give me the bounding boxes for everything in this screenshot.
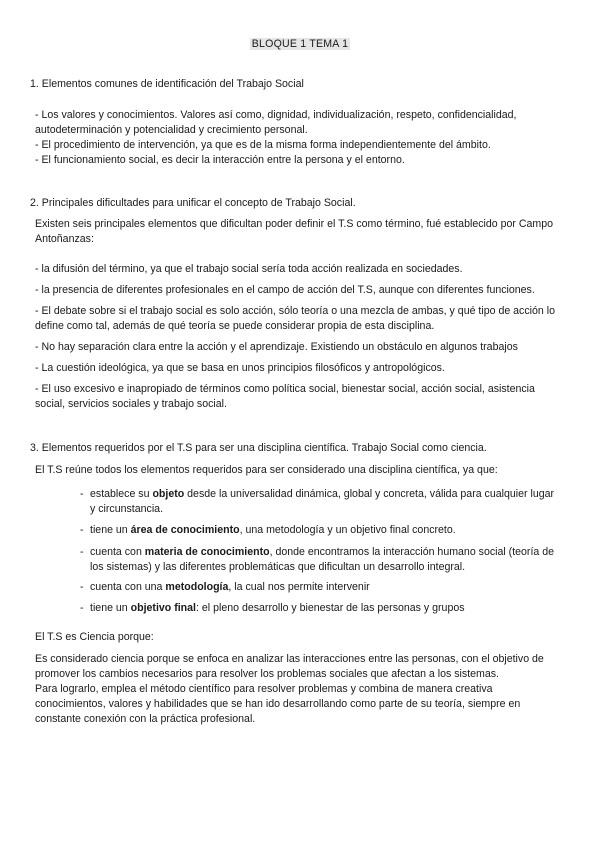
section-2-item: - la difusión del término, ya que el trabajo social sería toda acción realizada en sociedades.: [35, 263, 463, 275]
ciencia-heading: El T.S es Ciencia porque:: [35, 631, 154, 643]
ciencia-paragraph: Es considerado ciencia porque se enfoca en analizar las interacciones entre las personas, con el objetivo de promover los cambios necesarios para resolver los problemas sociales que afectan a los sistemas.: [35, 653, 544, 680]
bold-term: objeto: [152, 488, 185, 500]
section-1-item: - El procedimiento de intervención, ya que es de la misma forma independientemente del ámbito.: [35, 139, 491, 151]
section-3-list-item: - cuenta con materia de conocimiento, donde encontramos la interacción humano social (teoría de los sistemas) y las diferentes problemáticas que dificultan un desarrollo integral.: [80, 546, 555, 573]
list-dash: -: [80, 488, 84, 500]
section-1-item: - Los valores y conocimientos. Valores así como, dignidad, individualización, respeto, confidencialidad, autodeterminación y potencialidad y crecimiento personal.: [35, 109, 517, 136]
section-2-item: - El debate sobre si el trabajo social es solo acción, sólo teoría o una mezcla de ambas, y qué tipo de acción lo define como tal, además de qué teoría se puede considerar propia de esta disciplina.: [35, 305, 555, 332]
bold-term: materia de conocimiento: [144, 546, 270, 558]
document-title: BLOQUE 1 TEMA 1: [251, 38, 349, 50]
list-dash: -: [80, 602, 84, 614]
section-3-list-item: - cuenta con una metodología, la cual nos permite intervenir: [80, 581, 370, 593]
title-container: [0, 37, 600, 52]
section-1-item: - El funcionamiento social, es decir la interacción entre la persona y el entorno.: [35, 154, 405, 166]
section-3-list-item: - tiene un objetivo final: el pleno desarrollo y bienestar de las personas y grupos: [80, 602, 465, 614]
section-1-heading: 1. Elementos comunes de identificación del Trabajo Social: [30, 78, 304, 90]
section-2-heading: 2. Principales dificultades para unificar el concepto de Trabajo Social.: [30, 197, 356, 209]
ciencia-paragraph: Para lograrlo, emplea el método científico para resolver problemas y combina de manera creativa conocimientos, valores y habilidades que se han ido desarrollando como parte de su teoría, siempre en constante conexión con la práctica profesional.: [35, 683, 521, 725]
section-3-list-item: - tiene un área de conocimiento, una metodología y un objetivo final concreto.: [80, 524, 456, 536]
section-3-intro: El T.S reúne todos los elementos requeridos para ser considerado una disciplina científica, ya que:: [35, 464, 498, 476]
section-3-list-item: - establece su objeto desde la universalidad dinámica, global y concreta, válida para cualquier lugar y circunstancia.: [80, 488, 555, 515]
section-2-intro: Existen seis principales elementos que dificultan poder definir el T.S como término, fué establecido por Campo Antoñanzas:: [35, 218, 553, 245]
list-dash: -: [80, 581, 84, 593]
section-2-item: - No hay separación clara entre la acción y el aprendizaje. Existiendo un obstáculo en algunos trabajos: [35, 341, 518, 353]
list-dash: -: [80, 524, 84, 536]
section-3-heading: 3. Elementos requeridos por el T.S para ser una disciplina científica. Trabajo Social como ciencia.: [30, 442, 487, 454]
section-2-item: - La cuestión ideológica, ya que se basa en unos principios filosóficos y antropológicos.: [35, 362, 445, 374]
bold-term: objetivo final: [130, 602, 196, 614]
section-2-item: - la presencia de diferentes profesionales en el campo de acción del T.S, aunque con diferentes funciones.: [35, 284, 535, 296]
bold-term: área de conocimiento: [130, 524, 240, 536]
list-dash: -: [80, 546, 84, 558]
bold-term: metodología: [165, 581, 229, 593]
section-2-item: - El uso excesivo e inapropiado de términos como política social, bienestar social, acción social, asistencia social, servicios sociales y trabajo social.: [35, 383, 535, 410]
